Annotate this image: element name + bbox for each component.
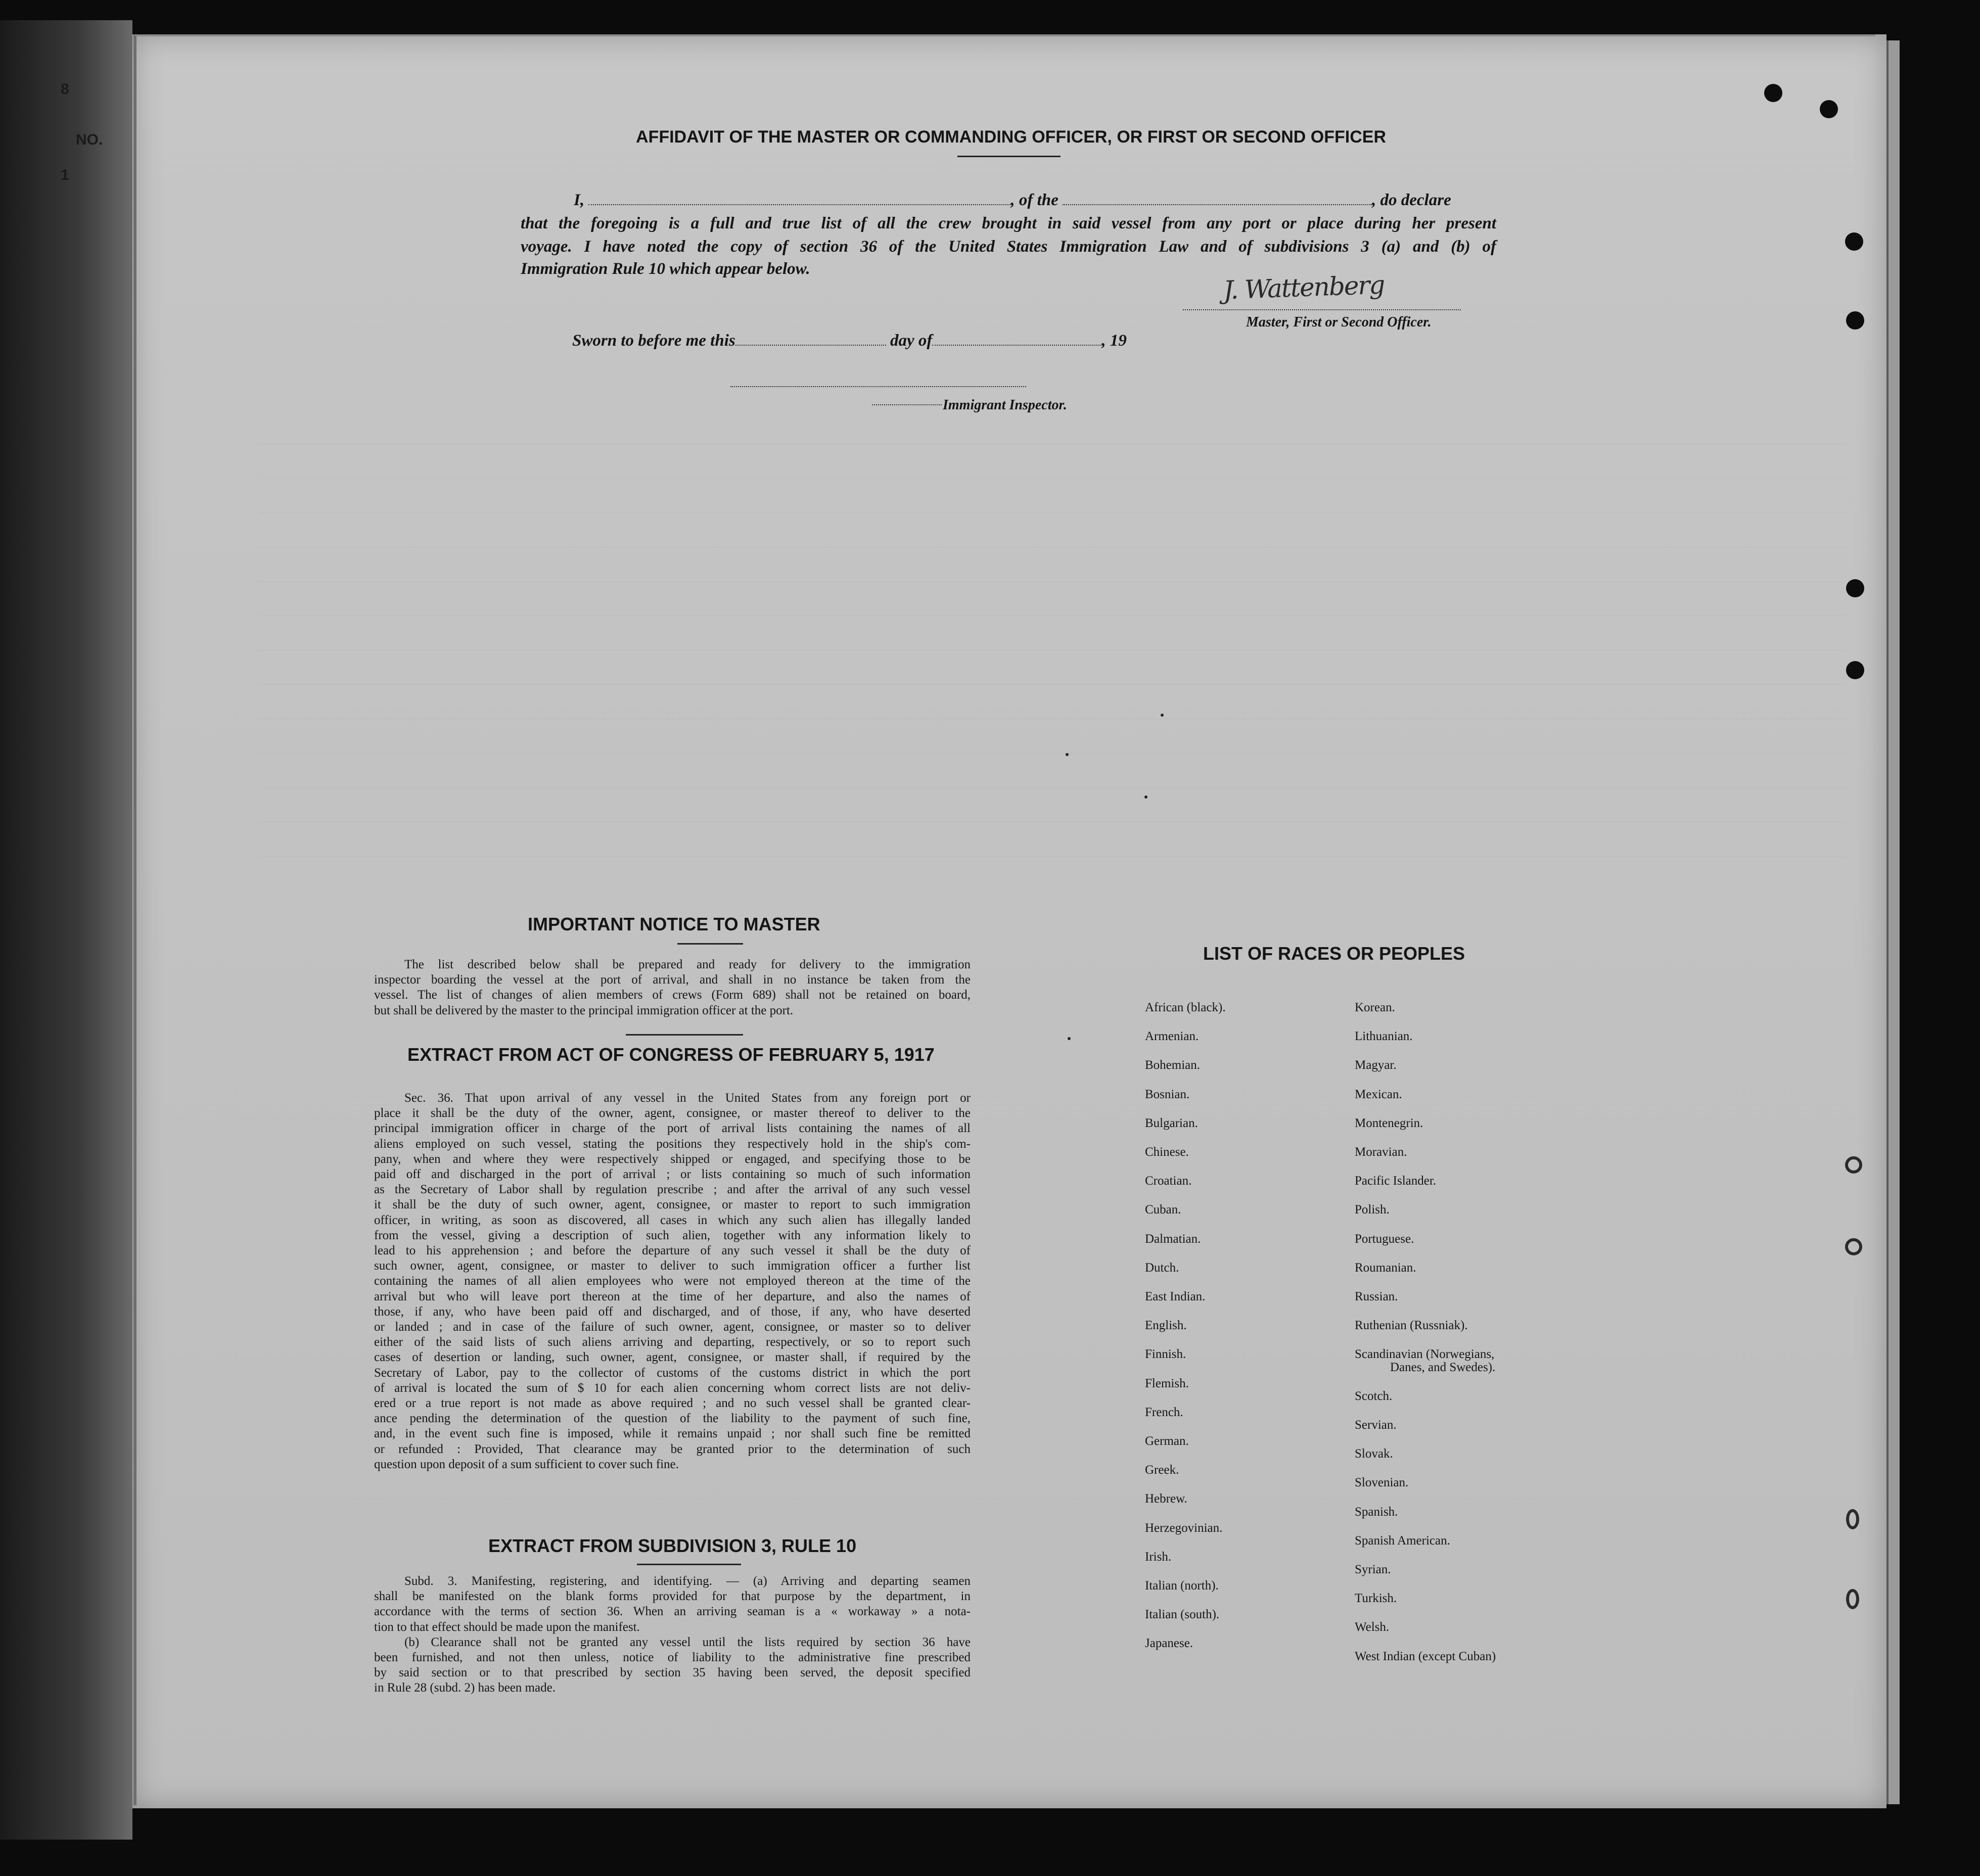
ink-speck bbox=[1068, 1037, 1071, 1040]
bleed-through-row bbox=[259, 664, 1846, 685]
text-line: those, if any, who have been paid off and discharged, and of those, if any, who have deserted bbox=[374, 1304, 971, 1319]
binding-hole bbox=[1820, 100, 1838, 118]
text-line: aliens employed on such vessel, stating the positions they respectively hold in the ship's com- bbox=[374, 1137, 971, 1151]
heading-rule bbox=[677, 943, 743, 945]
bleed-through-row bbox=[259, 733, 1846, 754]
text-line: or landed ; and in case of the failure of such owner, agent, consignee, or master so to deliver bbox=[374, 1320, 971, 1334]
race-item: Welsh. bbox=[1355, 1620, 1390, 1634]
ink-speck bbox=[1144, 795, 1147, 799]
bleed-through-row bbox=[259, 836, 1846, 857]
act-body bbox=[374, 1091, 971, 1472]
ink-speck bbox=[1066, 753, 1069, 756]
rule-body bbox=[374, 1574, 971, 1696]
fragment-text: NO. bbox=[76, 131, 103, 148]
bleed-through-row bbox=[259, 561, 1846, 582]
bleed-through-row bbox=[259, 802, 1846, 822]
text-line: cases of desertion or landing, such owner, agent, consignee, or master shall, if required by the bbox=[374, 1350, 971, 1365]
race-item: Chinese. bbox=[1145, 1145, 1189, 1159]
text-line: accordance with the terms of section 36. When an arriving seaman is a « workaway » a nota- bbox=[374, 1605, 971, 1619]
race-item: Montenegrin. bbox=[1355, 1116, 1423, 1130]
race-item: Portuguese. bbox=[1355, 1232, 1414, 1246]
race-item: Turkish. bbox=[1355, 1591, 1397, 1606]
binding-hole-ring bbox=[1845, 1156, 1862, 1174]
affidavit-line-3: voyage. I have noted the copy of section 36 of the United States Immigration Law and of subdivisions 3 (a) and (b) of bbox=[521, 238, 1496, 256]
bleed-through-row bbox=[259, 630, 1846, 650]
affidavit-of-the: , of the bbox=[1010, 191, 1058, 209]
text-line: as the Secretary of Labor shall by regulation prescribe ; and after the arrival of any such vessel bbox=[374, 1183, 971, 1197]
race-item: Dalmatian. bbox=[1145, 1232, 1201, 1246]
race-item: Bosnian. bbox=[1145, 1087, 1190, 1101]
race-item: Bulgarian. bbox=[1145, 1116, 1198, 1130]
text-line: inspector boarding the vessel at the port of arrival, and shall in no instance be taken from the bbox=[374, 973, 971, 987]
ink-speck bbox=[1161, 714, 1164, 717]
race-item: Syrian. bbox=[1355, 1563, 1391, 1576]
text-line: question upon deposit of a sum sufficient to cover such fine. bbox=[374, 1457, 679, 1471]
text-line: ered or a true report is not made as above required ; and no such vessel shall be granted clear- bbox=[374, 1396, 971, 1411]
race-item: French. bbox=[1145, 1405, 1183, 1419]
title-rule bbox=[957, 156, 1061, 157]
document-page bbox=[132, 34, 1886, 1808]
race-item: German. bbox=[1145, 1434, 1189, 1448]
race-item: Scotch. bbox=[1355, 1389, 1393, 1403]
rule-heading: EXTRACT FROM SUBDIVISION 3, RULE 10 bbox=[488, 1535, 857, 1556]
fragment-text: 1 bbox=[61, 167, 69, 183]
text-line: containing the names of all alien employees who were not employed thereon at the time of the bbox=[374, 1274, 971, 1288]
race-item: Italian (north). bbox=[1145, 1579, 1219, 1592]
text-line: paid off and discharged in the port of arrival ; or lists containing so much of such information bbox=[374, 1167, 971, 1182]
race-item: Irish. bbox=[1145, 1550, 1172, 1564]
text-line: arrival but who will leave port thereon at the time of her departure, and also the names of bbox=[374, 1289, 971, 1303]
binding-hole-ring bbox=[1845, 1238, 1862, 1255]
notice-body bbox=[374, 957, 971, 1018]
affidavit-i: I, bbox=[574, 191, 585, 209]
blank-vessel bbox=[1063, 191, 1372, 205]
sworn-day-of: day of bbox=[890, 332, 933, 350]
notice-heading: IMPORTANT NOTICE TO MASTER bbox=[528, 914, 820, 934]
race-item: Bohemian. bbox=[1145, 1058, 1201, 1072]
race-item: Slovak. bbox=[1355, 1447, 1393, 1461]
text-line: from the vessel, giving a description of such alien, together with any information likely to bbox=[374, 1228, 971, 1242]
race-item: Finnish. bbox=[1145, 1347, 1186, 1362]
race-item: Russian. bbox=[1355, 1290, 1398, 1303]
text-line: tion to that effect should be made upon the manifest. bbox=[374, 1620, 640, 1634]
page-edge bbox=[1886, 40, 1900, 1804]
binding-hole-ring bbox=[1846, 1509, 1859, 1529]
text-line: Secretary of Labor, pay to the collector of customs of the customs district in which the port bbox=[374, 1366, 971, 1380]
race-item: Hebrew. bbox=[1145, 1492, 1187, 1506]
signature-caption: Master, First or Second Officer. bbox=[1246, 314, 1432, 330]
signature-line bbox=[1183, 309, 1461, 310]
binding-hole bbox=[1846, 579, 1864, 597]
race-item: Scandinavian (Norwegians, bbox=[1355, 1347, 1495, 1362]
sworn-line bbox=[572, 332, 1127, 350]
binding-hole-ring bbox=[1846, 1589, 1859, 1609]
text-line: principal immigration officer in charge of the port of arrival lists containing the names of all bbox=[374, 1121, 971, 1136]
bleed-through-row bbox=[259, 492, 1846, 513]
binding-hole bbox=[1845, 232, 1863, 251]
race-item: East Indian. bbox=[1145, 1290, 1206, 1303]
text-line: (b) Clearance shall not be granted any vessel until the lists required by section 36 have bbox=[404, 1635, 971, 1649]
race-item: Magyar. bbox=[1355, 1058, 1397, 1072]
race-item: Greek. bbox=[1145, 1463, 1179, 1477]
text-line: such owner, agent, consignee, or master to deliver to such immigration officer a further list bbox=[374, 1259, 971, 1273]
race-item: African (black). bbox=[1145, 1001, 1226, 1014]
text-line: shall be manifested on the blank forms provided for that purpose by the department, in bbox=[374, 1589, 971, 1604]
affidavit-declare: , do declare bbox=[1372, 191, 1451, 209]
binding-hole bbox=[1846, 661, 1864, 679]
sworn-prefix: Sworn to before me this bbox=[572, 332, 735, 350]
race-item: West Indian (except Cuban) bbox=[1355, 1649, 1496, 1663]
heading-rule bbox=[626, 1034, 743, 1036]
sworn-year: , 19 bbox=[1101, 332, 1127, 350]
text-line: Subd. 3. Manifesting, registering, and identifying. — (a) Arriving and departing seamen bbox=[404, 1574, 971, 1588]
text-line: been furnished, and not then unless, notice of liability to the administrative fine prescribed bbox=[374, 1651, 971, 1665]
race-item: Dutch. bbox=[1145, 1260, 1179, 1275]
race-item: Herzegovinian. bbox=[1145, 1521, 1223, 1535]
blank-day bbox=[735, 332, 886, 346]
bleed-through-row bbox=[259, 698, 1846, 719]
text-line: of arrival is located the sum of $ 10 for each alien concerning whom correct lists are not deliv- bbox=[374, 1381, 971, 1395]
handwritten-signature: J. Wattenberg bbox=[1223, 270, 1385, 305]
page-border bbox=[133, 34, 1875, 1805]
race-item: Pacific Islander. bbox=[1355, 1174, 1437, 1188]
affidavit-line-4: Immigration Rule 10 which appear below. bbox=[521, 260, 810, 278]
race-item: Moravian. bbox=[1355, 1145, 1407, 1159]
text-line: place it shall be the duty of the owner, agent, consignee, or master thereof to deliver to the bbox=[374, 1106, 971, 1120]
race-item: Danes, and Swedes). bbox=[1390, 1360, 1496, 1374]
heading-rule bbox=[637, 1564, 741, 1565]
text-line: officer, in writing, as soon as discovered, all cases in which any such alien has illegally landed bbox=[374, 1213, 971, 1227]
bleed-through-row bbox=[259, 767, 1846, 788]
text-line: or refunded : Provided, That clearance may be granted prior to the determination of such bbox=[374, 1442, 971, 1456]
race-item: Armenian. bbox=[1145, 1029, 1199, 1044]
inspector-label: Immigrant Inspector. bbox=[943, 397, 1067, 413]
text-line: by said section or to that prescribed by section 35 having been served, the deposit specified bbox=[374, 1666, 971, 1680]
race-item: Flemish. bbox=[1145, 1376, 1189, 1390]
race-item: Cuban. bbox=[1145, 1203, 1181, 1217]
text-line: it shall be the duty of such owner, agent, consignee, or master to report to such immigration bbox=[374, 1198, 971, 1212]
text-line: Sec. 36. That upon arrival of any vessel in the United States from any foreign port or bbox=[404, 1091, 971, 1105]
affidavit-title: AFFIDAVIT OF THE MASTER OR COMMANDING OFFICER, OR FIRST OR SECOND OFFICER bbox=[636, 127, 1386, 147]
race-item: Japanese. bbox=[1145, 1636, 1193, 1651]
races-heading: LIST OF RACES OR PEOPLES bbox=[1203, 943, 1465, 964]
affidavit-line-1 bbox=[521, 191, 1496, 210]
text-line: lead to his apprehension ; and before the departure of any such vessel it shall be the duty of bbox=[374, 1244, 971, 1258]
adjacent-page-strip bbox=[0, 20, 132, 1840]
race-item: Slovenian. bbox=[1355, 1476, 1409, 1490]
blank-name bbox=[588, 191, 1010, 205]
fragment-text: 8 bbox=[61, 81, 69, 98]
bleed-through-row bbox=[259, 527, 1846, 547]
race-item: Roumanian. bbox=[1355, 1260, 1416, 1275]
race-item: Ruthenian (Russniak). bbox=[1355, 1319, 1468, 1333]
race-item: Mexican. bbox=[1355, 1087, 1402, 1101]
binding-hole bbox=[1764, 84, 1782, 102]
text-line: ance pending the determination of the question of the liability to the payment of such fine, bbox=[374, 1412, 971, 1426]
blank-month bbox=[932, 332, 1101, 346]
text-line: but shall be delivered by the master to the principal immigration officer at the port. bbox=[374, 1003, 794, 1017]
race-item: Italian (south). bbox=[1145, 1608, 1220, 1622]
race-item: Spanish. bbox=[1355, 1505, 1398, 1519]
bleed-through-row bbox=[259, 424, 1846, 444]
text-line: The list described below shall be prepared and ready for delivery to the immigration bbox=[404, 958, 971, 971]
race-item: Croatian. bbox=[1145, 1174, 1192, 1188]
race-item: Lithuanian. bbox=[1355, 1029, 1413, 1044]
race-item: Korean. bbox=[1355, 1001, 1395, 1014]
affidavit-line-2: that the foregoing is a full and true list of all the crew brought in said vessel from any port or place during her present bbox=[521, 214, 1496, 232]
text-line: and, in the event such fine is imposed, while it remains unpaid ; nor shall such fine be remitted bbox=[374, 1427, 971, 1441]
text-line: either of the said lists of such aliens arriving and departing, respectively, or so to report such bbox=[374, 1335, 971, 1349]
inspector-lead-line bbox=[872, 404, 942, 405]
inspector-signature-line bbox=[730, 386, 1026, 387]
text-line: in Rule 28 (subd. 2) has been made. bbox=[374, 1681, 556, 1695]
bleed-through-row bbox=[259, 458, 1846, 479]
text-line: pany, when and where they were respectively shipped or engaged, and specifying those to be bbox=[374, 1152, 971, 1166]
text-line: vessel. The list of changes of alien members of crews (Form 689) shall not be retained on board, bbox=[374, 988, 971, 1002]
binding-hole bbox=[1846, 311, 1864, 330]
race-item: Polish. bbox=[1355, 1203, 1390, 1217]
race-item: Servian. bbox=[1355, 1418, 1397, 1432]
act-heading: EXTRACT FROM ACT OF CONGRESS OF FEBRUARY 5, 1917 bbox=[407, 1044, 935, 1065]
race-item: Spanish American. bbox=[1355, 1533, 1450, 1547]
bleed-through-row bbox=[259, 595, 1846, 616]
race-item: English. bbox=[1145, 1319, 1187, 1333]
